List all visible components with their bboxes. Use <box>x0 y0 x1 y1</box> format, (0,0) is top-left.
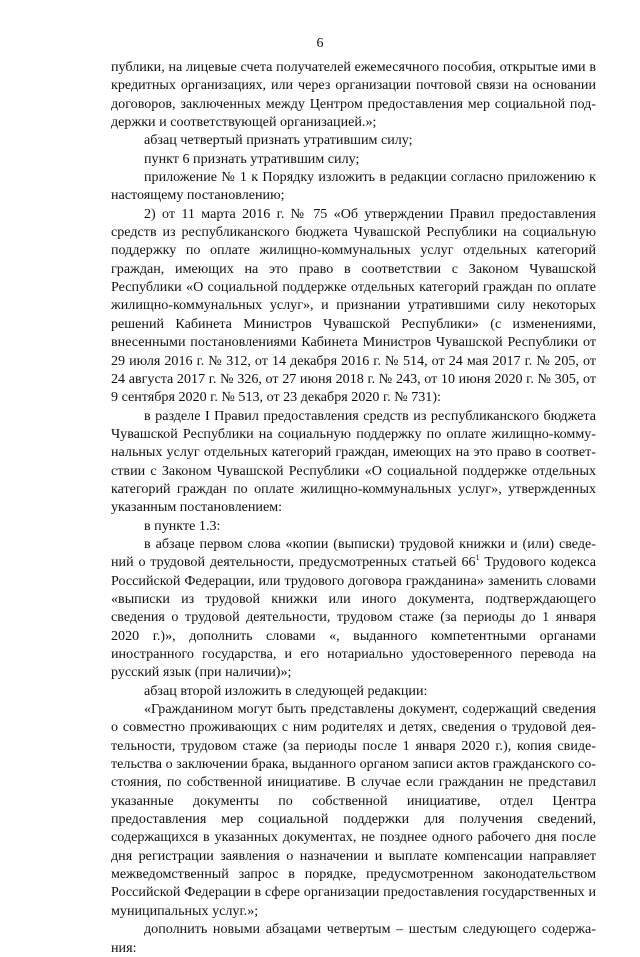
paragraph-abzac-4-repeal: абзац четвертый признать утратившим силу; <box>144 132 413 149</box>
paragraph-abzac-2-text: «Гражданином могут быть представлены документ, содержащий сведения о совместно проживающих с ним родителях и детях, сведения о трудовой деятельности, трудовом стаже (за периоды после 1 января 2020 г.), копия свидетельства о заключении брака, выданного органом записи актов гражданского состояния, по собственной инициативе. В случае если гражданин не представил указанные документы по собственной инициативе, отдел Центра предоставления мер социальной поддержки для получения сведений, содержащихся в указанных документах, не позднее одного рабочего дня после дня регистрации заявления о назначении и выплате компенсации направляет межведомственный запрос в порядке, предусмотренном законодательством Российской Федерации в сфере организации предоставления государственных и муниципальных услуг.»; <box>111 701 596 919</box>
paragraph-point-1-3: в пункте 1.3: <box>144 517 221 534</box>
article-superscript: 1 <box>475 553 480 563</box>
paragraph-abzac-2-intro: абзац второй изложить в следующей редакции: <box>144 682 428 699</box>
text-segment: в абзаце первом слова «копии (выписки) трудовой книжки и (или) сведений о трудовой деятельности, предусмотренных статьей 66 <box>111 535 596 571</box>
paragraph-add-abzacs: дополнить новыми абзацами четвертым – шестым следующего содержания: <box>111 921 596 956</box>
paragraph-section-1-rules: в разделе I Правил предоставления средств из республиканского бюджета Чувашской Республики на социальную поддержку по оплате жилищно-коммунальных услуг отдельных категорий граждан, имеющих на это право в соответствии с Законом Чувашской Республики «О социальной поддержке отдельных категорий граждан по оплате жилищно-коммунальных услуг», утвержденных указанным постановлением: <box>111 407 596 516</box>
paragraph-punkt-6-repeal: пункт 6 признать утратившим силу; <box>144 150 360 167</box>
paragraph-appendix-1: приложение № 1 к Порядку изложить в редакции согласно приложению к настоящему постановлению; <box>111 169 596 204</box>
paragraph-resolution-75: 2) от 11 марта 2016 г. № 75 «Об утверждении Правил предоставления средств из республиканского бюджета Чувашской Республики на социальную поддержку по оплате жилищно-коммунальных услуг отдельных категорий граждан, имеющих на это право в соответствии с Законом Чувашской Республики «О социальной поддержке отдельных категорий граждан по оплате жилищно-коммунальных услуг», и признании утратившими силу некоторых решений Кабинета Министров Чувашской Республики» (с изменениями, внесенными постановлениями Кабинета Министров Чувашской Республики от 29 июля 2016 г. № 312, от 14 декабря 2016 г. № 514, от 24 мая 2017 г. № 205, от 24 августа 2017 г. № 326, от 27 июня 2018 г. № 243, от 10 июня 2020 г. № 305, от 9 сентября 2020 г. № 513, от 23 декабря 2020 г. № 731): <box>111 205 596 406</box>
paragraph-abzac-1-replace <box>111 535 596 682</box>
paragraph-continuation: публики, на лицевые счета получателей ежемесячного пособия, открытые ими в кредитных организациях, или через организации почтовой связи на основании договоров, заключенных между Центром предоставления мер социальной поддержки и соответствующей организацией.»; <box>111 59 596 131</box>
text-segment: Трудового кодекса Российской Федерации, или трудового договора гражданина» заменить словами «выписки из трудовой книжки или иного документа, подтверждающего сведения о трудовой деятельности, трудовом стаже (за периоды до 1 января 2020 г.)», дополнить словами «, выданного компетентными органами иностранного государства, и его нотариально удостоверенного перевода на русский язык (при наличии)»; <box>111 554 596 681</box>
page-number: 6 <box>316 36 324 51</box>
document-body <box>111 58 596 957</box>
